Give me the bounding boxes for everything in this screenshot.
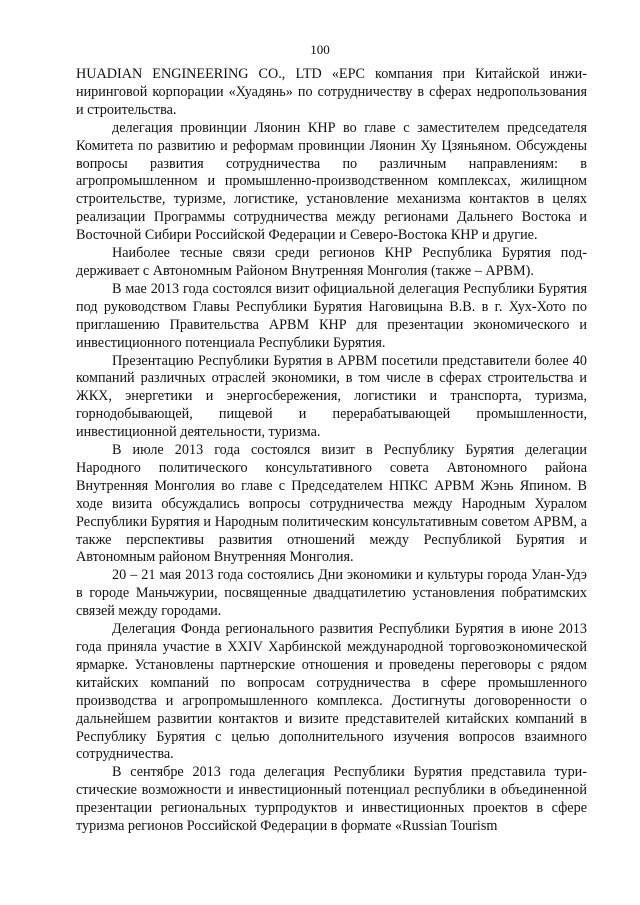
body-text	[76, 66, 587, 836]
paragraph: Наиболее тесные связи среди регионов КНР Республика Бурятия поддерживает с Автономным Районом Внутренняя Монголия (также – АРВМ).	[76, 245, 587, 279]
page-number: 100	[310, 42, 330, 57]
paragraph: 20 – 21 мая 2013 года состоялись Дни экономики и культуры города Улан-Удэ в городе Маньчжурии, посвященные двадцатилетию установления побратимских связей между городами.	[76, 567, 587, 620]
paragraph: HUADIAN ENGINEERING CO., LTD «EPC компания при Китайской инжиниринговой корпорации «Хуадянь» по сотрудничеству в сферах недропользования и строительства.	[76, 66, 587, 118]
paragraph: В июле 2013 года состоялся визит в Республику Бурятия делегации Народного политического консультативного совета Автономного района Внутренняя Монголия во главе с Председателем НПКС АРВМ Жэнь Япином. В ходе визита обсуждались вопросы сотрудничества между Народным Хуралом Республики Бурятия и Народным политическим консультативным советом АРВМ, а также перспективы развития отношений между Республикой Бурятия и Автономным районом Внутренняя Монголия.	[76, 442, 587, 566]
paragraph: делегация провинции Ляонин КНР во главе с заместителем председателя Комитета по развитию и реформам провинции Ляонин Ху Цзяньяном. Обсуждены вопросы развития сотрудничества по различным направлениям: в агропромышленном и промышленно-производственном комплексах, жилищном строительстве, туризме, логистике, установление механизма контактов в целях реализации Программы сотрудничества между регионами Дальнего Востока и Восточной Сибири Российской Федерации и Северо-Востока КНР и другие.	[76, 119, 587, 244]
paragraph: Презентацию Республики Бурятия в АРВМ посетили представители более 40 компаний различных отраслей экономики, в том числе в сферах строительства и ЖКХ, энергетики и энергосбережения, логистики и транспорта, туризма, горнодобывающей, пищевой и перерабатывающей промышленности, инвестиционной деятельности, туризма.	[76, 352, 587, 441]
paragraph: В мае 2013 года состоялся визит официальной делегация Республики Бурятия под руководством Главы Республики Бурятия Наговицына В.В. в г. Хух-Хото по приглашению Правительства АРВМ КНР для презентации экономического и инвестиционного потенциала Республики Бурятия.	[76, 280, 587, 351]
paragraph: В сентябре 2013 года делегация Республики Бурятия представила туристические возможности и инвестиционный потенциал республики в объединенной презентации региональных турпродуктов и инвестиционных проектов в сфере туризма регионов Российской Федерации в формате «Russian Tourism	[76, 764, 587, 835]
paragraph: Делегация Фонда регионального развития Республики Бурятия в июне 2013 года приняла участие в XXIV Харбинской международной торговоэкономической ярмарке. Установлены партнерские отношения и проведены переговоры с рядом китайских компаний по вопросам сотрудничества в сфере промышленного производства и агропромышленного комплекса. Достигнуты договоренности о дальнейшем развитии контактов и визите представителей китайских компаний в Республику Бурятия с целью дополнительного изучения вопросов взаимного сотрудничества.	[76, 621, 587, 763]
